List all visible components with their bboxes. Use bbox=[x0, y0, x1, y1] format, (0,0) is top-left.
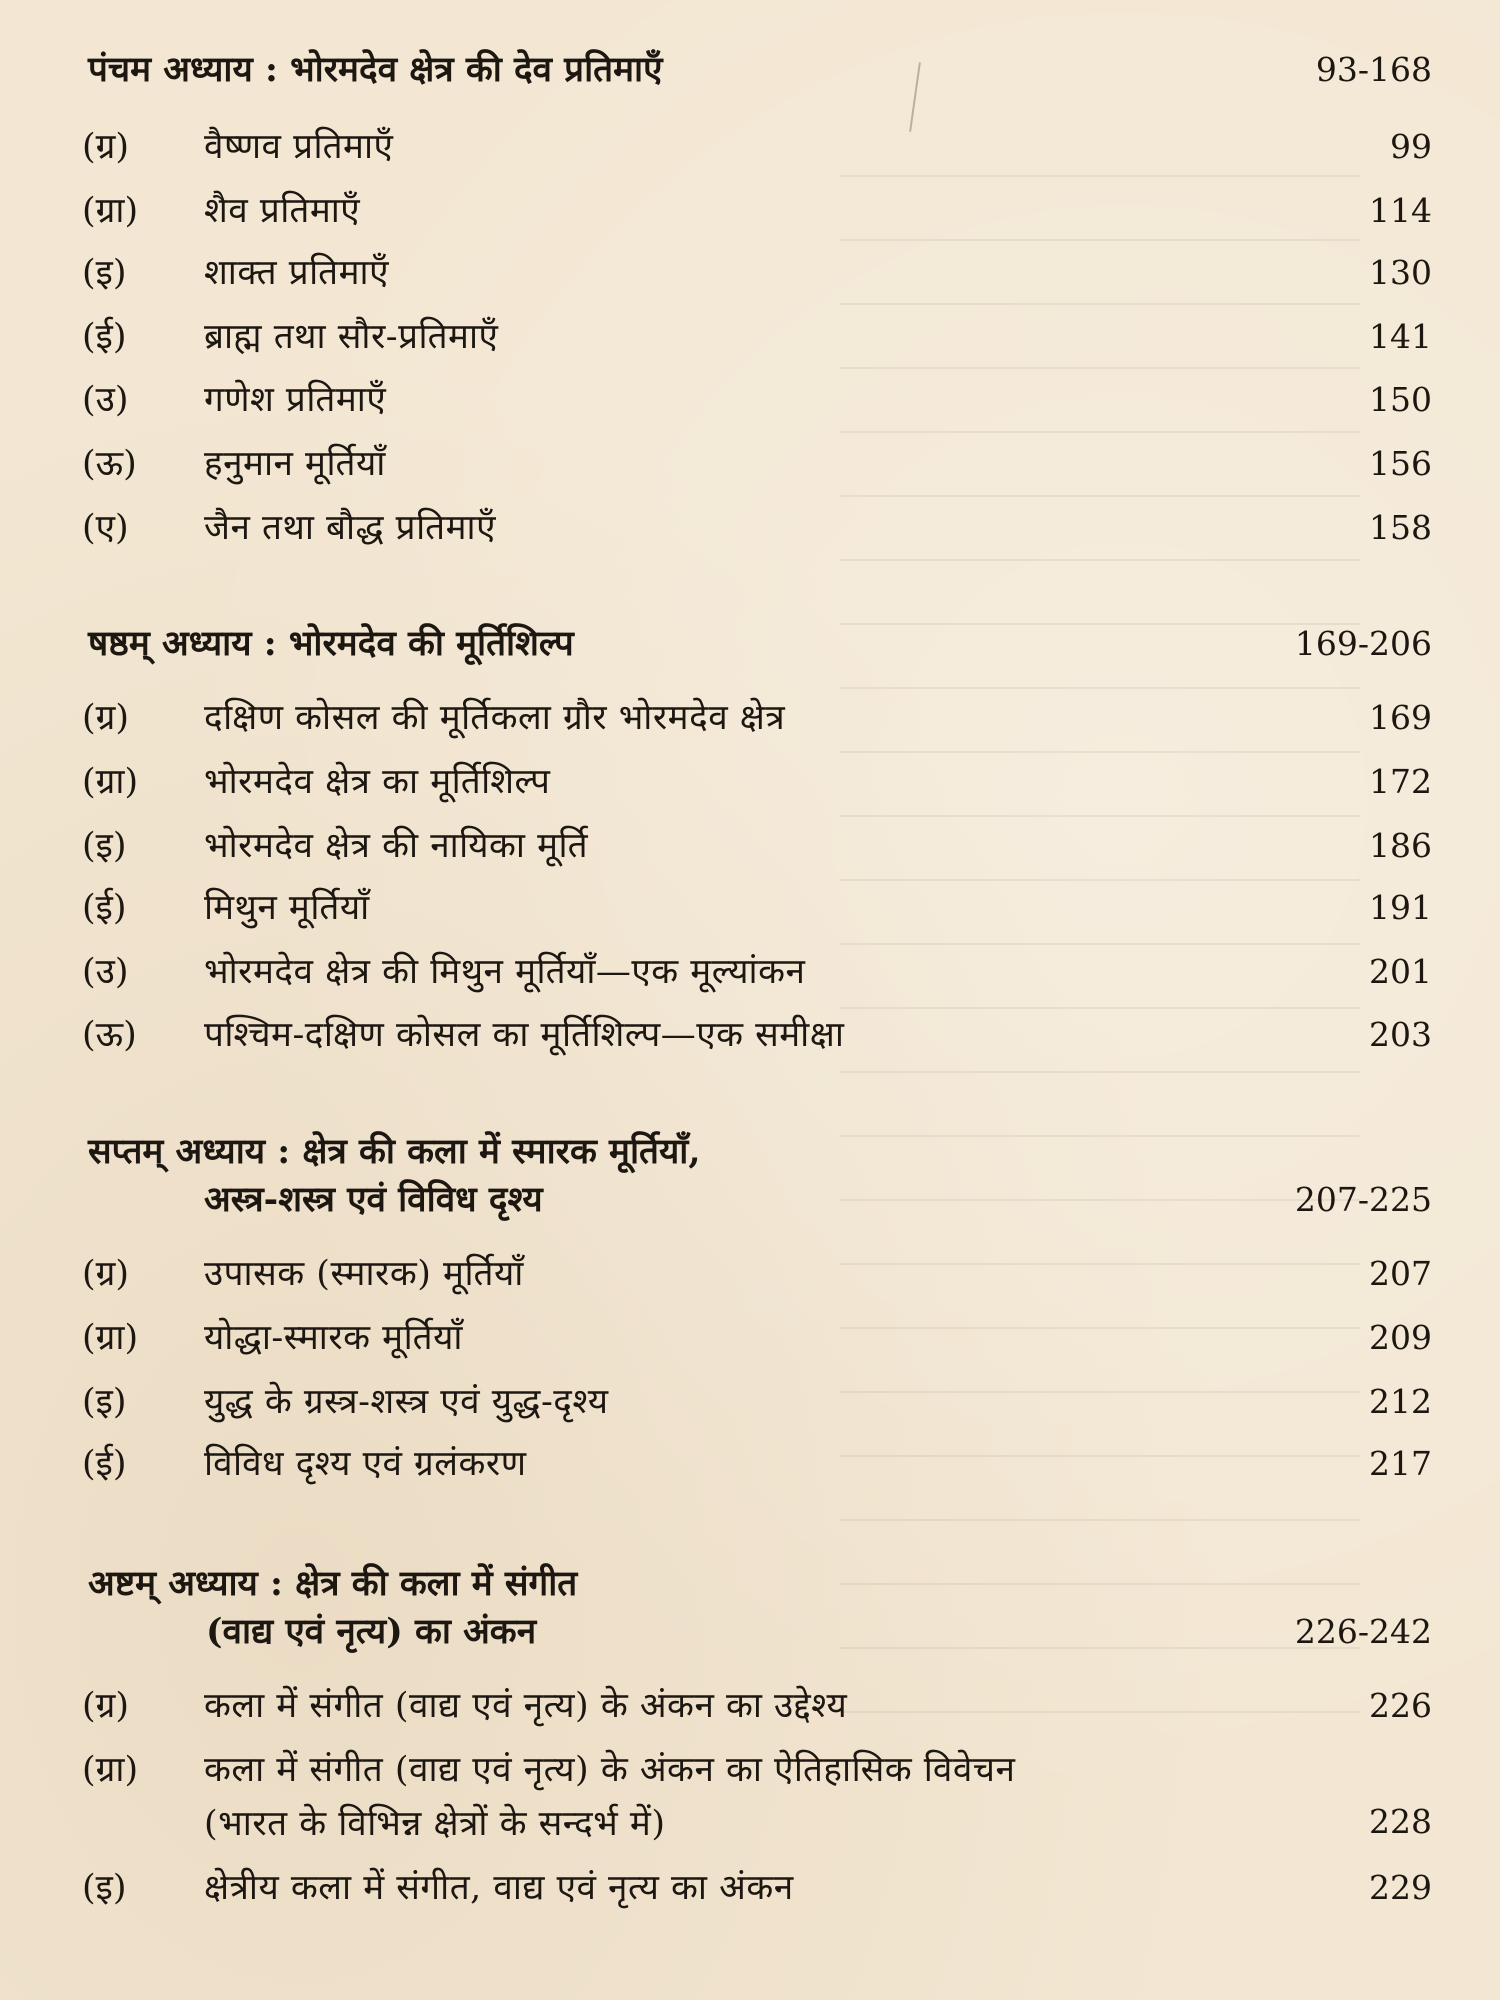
chapter-6-heading: षष्ठम् अध्याय : भोरमदेव की मूर्तिशिल्प bbox=[88, 623, 574, 664]
entry-page: 169 bbox=[1369, 698, 1432, 737]
entry-title: कला में संगीत (वाद्य एवं नृत्य) के अंकन का उद्देश्य bbox=[204, 1686, 848, 1726]
toc-entry[interactable] bbox=[82, 816, 1432, 876]
entry-title: शैव प्रतिमाएँ bbox=[204, 191, 361, 231]
toc-entry[interactable] bbox=[82, 1740, 1432, 1852]
entry-page: 229 bbox=[1369, 1868, 1432, 1907]
entry-page: 99 bbox=[1390, 127, 1432, 166]
entry-title: जैन तथा बौद्ध प्रतिमाएँ bbox=[204, 508, 496, 548]
entry-marker: (इ) bbox=[82, 826, 127, 866]
entry-title: पश्चिम-दक्षिण कोसल का मूर्तिशिल्प—एक समीक्षा bbox=[204, 1015, 845, 1055]
chapter-8-heading-line1: अष्टम् अध्याय : क्षेत्र की कला में संगीत bbox=[88, 1563, 578, 1604]
toc-entry[interactable] bbox=[82, 1676, 1432, 1736]
entry-title: मिथुन मूर्तियाँ bbox=[204, 888, 370, 928]
entry-marker: (ई) bbox=[82, 1444, 127, 1484]
entry-marker: (उ) bbox=[82, 380, 129, 420]
entry-title: योद्धा-स्मारक मूर्तियाँ bbox=[204, 1318, 463, 1358]
toc-entry[interactable] bbox=[82, 307, 1432, 367]
entry-page: 141 bbox=[1369, 317, 1432, 356]
entry-page: 226 bbox=[1369, 1686, 1432, 1725]
chapter-7-heading-line2: अस्त्र-शस्त्र एवं विविध दृश्य bbox=[204, 1179, 543, 1220]
chapter-7-heading-line1: सप्तम् अध्याय : क्षेत्र की कला में स्मारक मूर्तियाँ, bbox=[88, 1131, 701, 1172]
toc-entry[interactable] bbox=[82, 1858, 1432, 1918]
entry-marker: (ऊ) bbox=[82, 1015, 137, 1055]
entry-marker: (ई) bbox=[82, 888, 127, 928]
entry-title: हनुमान मूर्तियाँ bbox=[204, 444, 386, 484]
entry-marker: (ग्र) bbox=[82, 127, 130, 167]
chapter-7-page-range: 207-225 bbox=[1294, 1180, 1432, 1219]
toc-entry[interactable] bbox=[82, 243, 1432, 303]
toc-entry[interactable] bbox=[82, 1005, 1432, 1065]
toc-entry[interactable] bbox=[82, 688, 1432, 748]
toc-entry[interactable] bbox=[82, 181, 1432, 241]
chapter-5-page-range: 93-168 bbox=[1315, 50, 1432, 89]
toc-entry[interactable] bbox=[82, 752, 1432, 812]
entry-marker: (ग्रा) bbox=[82, 191, 139, 231]
toc-entry[interactable] bbox=[82, 117, 1432, 177]
entry-marker: (ग्रा) bbox=[82, 1750, 139, 1790]
entry-page: 186 bbox=[1369, 826, 1432, 865]
entry-marker: (उ) bbox=[82, 952, 129, 992]
entry-title-line2: (भारत के विभिन्न क्षेत्रों के सन्दर्भ में) bbox=[204, 1804, 666, 1844]
entry-page: 158 bbox=[1369, 508, 1432, 547]
entry-page: 156 bbox=[1369, 444, 1432, 483]
entry-marker: (इ) bbox=[82, 253, 127, 293]
toc-entry[interactable] bbox=[82, 878, 1432, 938]
entry-title-line1: कला में संगीत (वाद्य एवं नृत्य) के अंकन का ऐतिहासिक विवेचन bbox=[204, 1750, 1016, 1790]
toc-entry[interactable] bbox=[82, 1308, 1432, 1368]
chapter-8-heading-line2: (वाद्य एवं नृत्य) का अंकन bbox=[206, 1611, 537, 1652]
entry-title: शाक्त प्रतिमाएँ bbox=[204, 253, 389, 293]
toc-entry[interactable] bbox=[82, 1434, 1432, 1494]
entry-title: भोरमदेव क्षेत्र का मूर्तिशिल्प bbox=[204, 762, 551, 802]
entry-page: 209 bbox=[1369, 1318, 1432, 1357]
entry-title: युद्ध के ग्रस्त्र-शस्त्र एवं युद्ध-दृश्य bbox=[204, 1382, 609, 1422]
toc-entry[interactable] bbox=[82, 1244, 1432, 1304]
entry-title: विविध दृश्य एवं ग्रलंकरण bbox=[204, 1444, 527, 1484]
entry-marker: (ग्रा) bbox=[82, 762, 139, 802]
entry-page: 217 bbox=[1369, 1444, 1432, 1483]
entry-marker: (ग्र) bbox=[82, 1686, 130, 1726]
entry-title: ब्राह्म तथा सौर-प्रतिमाएँ bbox=[204, 317, 499, 357]
toc-entry[interactable] bbox=[82, 498, 1432, 558]
entry-marker: (ग्रा) bbox=[82, 1318, 139, 1358]
entry-marker: (ई) bbox=[82, 317, 127, 357]
chapter-5-heading: पंचम अध्याय : भोरमदेव क्षेत्र की देव प्रतिमाएँ bbox=[88, 49, 663, 90]
toc-entry[interactable] bbox=[82, 942, 1432, 1002]
toc-entry[interactable] bbox=[82, 1372, 1432, 1432]
entry-page: 191 bbox=[1369, 888, 1432, 927]
entry-title: वैष्णव प्रतिमाएँ bbox=[204, 127, 394, 167]
entry-marker: (ऊ) bbox=[82, 444, 137, 484]
toc-entry[interactable] bbox=[82, 434, 1432, 494]
entry-title: गणेश प्रतिमाएँ bbox=[204, 380, 387, 420]
entry-page: 212 bbox=[1369, 1382, 1432, 1421]
entry-page: 201 bbox=[1369, 952, 1432, 991]
entry-marker: (इ) bbox=[82, 1382, 127, 1422]
toc-entry[interactable] bbox=[82, 370, 1432, 430]
entry-page: 130 bbox=[1369, 253, 1432, 292]
entry-page: 203 bbox=[1369, 1015, 1432, 1054]
entry-title: उपासक (स्मारक) मूर्तियाँ bbox=[204, 1254, 524, 1294]
entry-marker: (इ) bbox=[82, 1868, 127, 1908]
entry-marker: (ए) bbox=[82, 508, 129, 548]
entry-page: 172 bbox=[1369, 762, 1432, 801]
entry-title: क्षेत्रीय कला में संगीत, वाद्य एवं नृत्य का अंकन bbox=[204, 1868, 794, 1908]
entry-title: भोरमदेव क्षेत्र की नायिका मूर्ति bbox=[204, 826, 589, 866]
entry-marker: (ग्र) bbox=[82, 698, 130, 738]
chapter-6-page-range: 169-206 bbox=[1294, 624, 1432, 663]
chapter-8-page-range: 226-242 bbox=[1294, 1612, 1432, 1651]
entry-page: 207 bbox=[1369, 1254, 1432, 1293]
chapter-7-heading bbox=[88, 1128, 1418, 1224]
entry-title: भोरमदेव क्षेत्र की मिथुन मूर्तियाँ—एक मूल्यांकन bbox=[204, 952, 806, 992]
entry-page: 150 bbox=[1369, 380, 1432, 419]
entry-title: दक्षिण कोसल की मूर्तिकला ग्रौर भोरमदेव क्षेत्र bbox=[204, 698, 786, 738]
entry-title bbox=[204, 1743, 1015, 1851]
entry-page: 228 bbox=[1369, 1802, 1432, 1841]
entry-page: 114 bbox=[1369, 191, 1432, 230]
chapter-8-heading bbox=[88, 1560, 1418, 1656]
entry-marker: (ग्र) bbox=[82, 1254, 130, 1294]
